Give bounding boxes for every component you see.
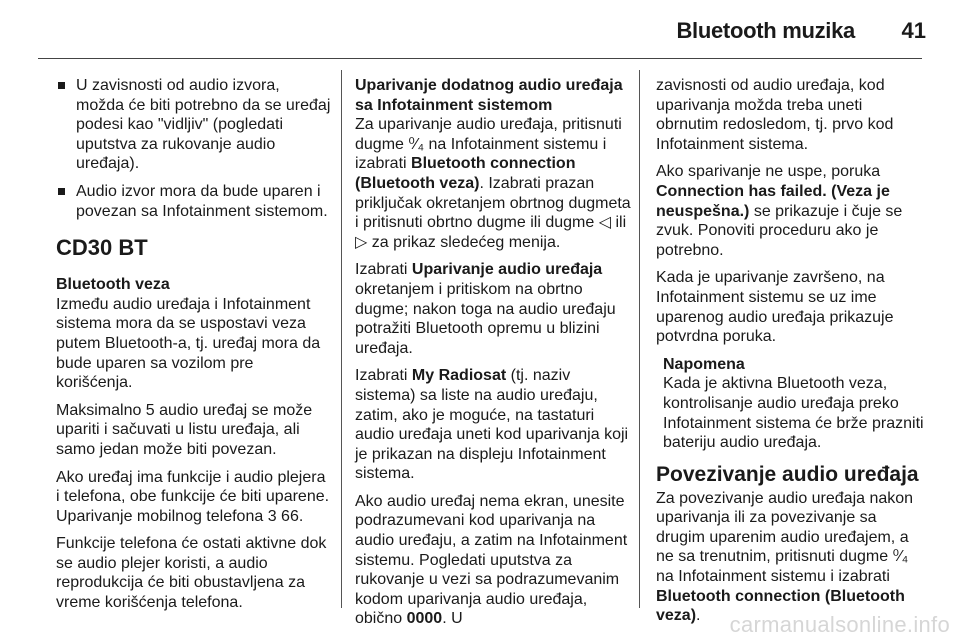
phone-button-icon: ⁰⁄₄ <box>892 548 909 566</box>
paragraph: Izabrati My Radiosat (tj. naziv sistema) sa liste na audio uređaju, zatim, ako je moguće, na tastaturi audio uređaja uneti kod uparivanja koji je prikazan na displeju Infotainment sistema. <box>355 367 629 483</box>
note-text: Kada je aktivna Bluetooth veza, kontrolisanje audio uređaja preko Infotainment sistema će brže prazniti bateriju audio uređaja. <box>663 375 924 452</box>
column-divider-2 <box>639 70 640 608</box>
paragraph: Maksimalno 5 audio uređaj se može upariti i sačuvati u listu uređaja, ali samo jedan može biti povezan. <box>56 401 313 458</box>
page-reference-link[interactable]: 3 66. <box>267 507 304 525</box>
paragraph: Izabrati Uparivanje audio uređaja okretanjem i pritiskom na obrtno dugme; nakon toga na audio uređaju potražiti Bluetooth opremu u blizini uređaja. <box>355 261 616 357</box>
note-box <box>663 355 928 453</box>
phone-button-icon: ⁰⁄₄ <box>408 135 424 153</box>
subheading-uparivanje: Uparivanje dodatnog audio uređaja sa Infotainment sistemom <box>355 77 623 114</box>
column-3 <box>656 76 928 634</box>
paragraph: Ako sparivanje ne uspe, poruka Connection has failed. (Veza je neuspešna.) se prikazuje i čuje se zvuk. Ponoviti proceduru ako je potrebno. <box>656 163 903 259</box>
page-number: 41 <box>901 18 926 43</box>
subheading-bluetooth-veza: Bluetooth veza <box>56 276 170 294</box>
bullet-item <box>56 182 331 221</box>
bullet-item <box>56 76 331 174</box>
header-divider <box>38 58 922 59</box>
section-heading-cd30bt: CD30 BT <box>56 235 148 261</box>
paragraph: Kada je uparivanje završeno, na Infotainment sistemu se uz ime uparenog audio uređaja prikazuje potvrdna poruka. <box>656 269 894 346</box>
note-title: Napomena <box>663 355 745 373</box>
bullet-text: U zavisnosti od audio izvora, možda će biti potrebno da se uređaj podesi kao "vidljiv" (pogledati uputstva za rukovanje audio uređaja). <box>76 77 331 173</box>
paragraph: Između audio uređaja i Infotainment sistema mora da se uspostavi veza putem Bluetooth-a, tj. uređaj mora da bude uparen sa vozilom pre korišćenja. <box>56 295 321 392</box>
section-heading-povezivanje: Povezivanje audio uređaja <box>656 462 919 486</box>
paragraph: Za uparivanje audio uređaja, pritisnuti dugme ⁰⁄₄ na Infotainment sistemu i izabrati Bluetooth connection (Bluetooth veza). Izabrati prazan priključak okretanjem obrtnog dugmeta i pritisnuti obrtno dugme ili dugme ◁ ili ▷ za prikaz sledećeg menija. <box>355 116 631 251</box>
page-header <box>0 0 960 60</box>
paragraph: Za povezivanje audio uređaja nakon uparivanja ili za povezivanje sa drugim uparenim audio uređajem, a ne sa trenutnim, pritisnuti dugme ⁰⁄₄ na Infotainment sistemu i izabrati Bluetooth connection (Bluetooth veza). <box>656 489 914 625</box>
page-title: Bluetooth muzika <box>676 18 855 43</box>
bullet-square-icon <box>58 188 65 195</box>
bullet-square-icon <box>58 82 65 89</box>
bullet-text: Audio izvor mora da bude uparen i povezan sa Infotainment sistemom. <box>76 182 328 220</box>
column-divider-1 <box>341 70 342 608</box>
paragraph: zavisnosti od audio uređaja, kod uparivanja možda treba uneti obrnutim redosledom, tj. prvo kod Infotainment sistema. <box>656 77 894 153</box>
right-arrow-icon: ▷ <box>355 233 368 251</box>
watermark: carmanualsonline.info <box>729 612 950 637</box>
paragraph: Ako uređaj ima funkcije i audio plejera i telefona, obe funkcije će biti uparene. Uparivanje mobilnog telefona 3 66. <box>56 468 330 525</box>
left-arrow-icon: ◁ <box>598 214 611 232</box>
column-1 <box>56 76 331 621</box>
column-2 <box>355 76 631 637</box>
paragraph: Ako audio uređaj nema ekran, unesite podrazumevani kod uparivanja na audio uređaju, a zatim na Infotainment sistemu. Pogledati uputstva za rukovanje u vezi sa podrazumevanim kodom uparivanja audio uređaja, obično 0000. U <box>355 492 628 628</box>
paragraph: Funkcije telefona će ostati aktivne dok se audio plejer koristi, a audio reprodukcija će biti obustavljena za vreme korišćenja telefona. <box>56 535 327 612</box>
